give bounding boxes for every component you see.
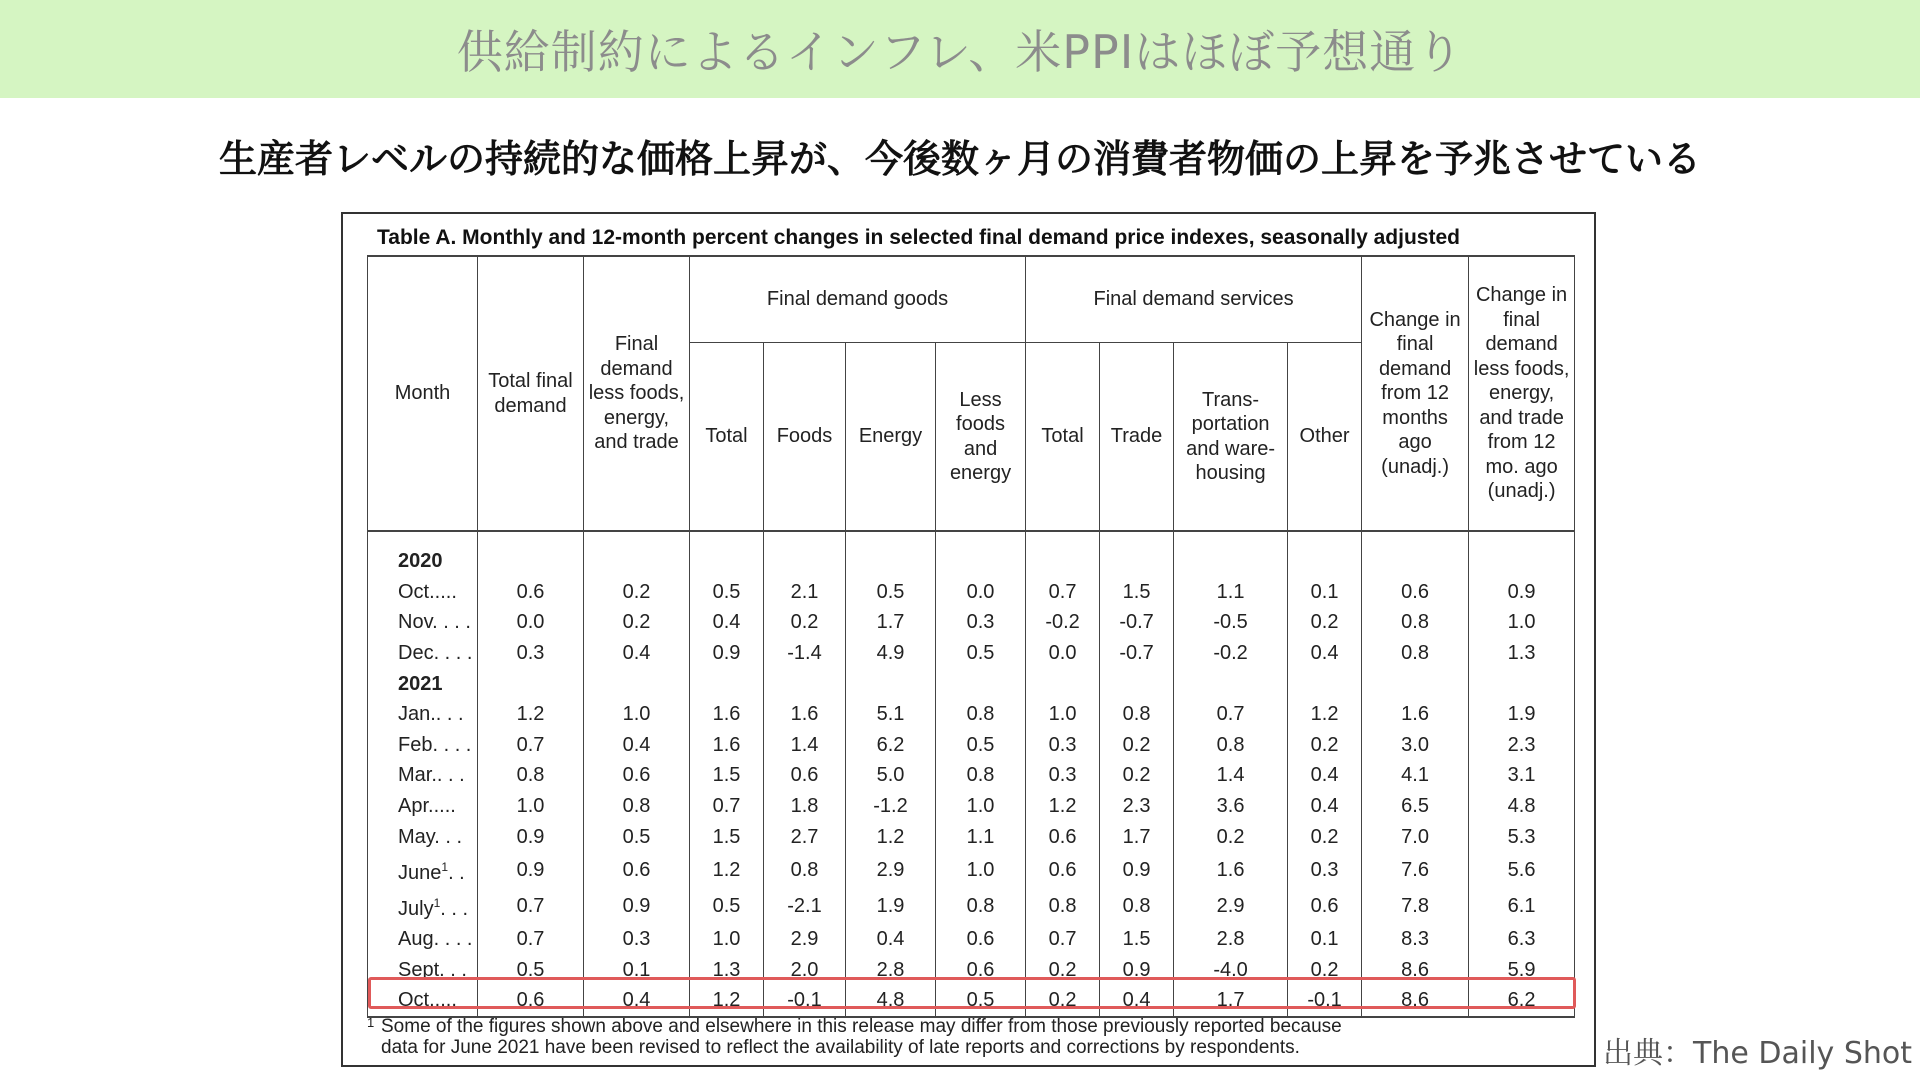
value-cell: -0.1 bbox=[764, 985, 846, 1017]
header-services-other: Other bbox=[1288, 343, 1362, 532]
value-cell: 8.6 bbox=[1362, 955, 1469, 986]
value-cell: 1.4 bbox=[764, 730, 846, 761]
value-cell: 2.9 bbox=[1174, 888, 1288, 924]
value-cell: 1.2 bbox=[690, 852, 764, 888]
header-goods-total: Total bbox=[690, 343, 764, 532]
month-cell bbox=[368, 791, 478, 822]
value-cell: 0.7 bbox=[478, 730, 584, 761]
value-cell: 0.8 bbox=[936, 760, 1026, 791]
value-cell: 1.1 bbox=[936, 821, 1026, 852]
value-cell: -0.7 bbox=[1100, 638, 1174, 669]
value-cell: 0.4 bbox=[1288, 638, 1362, 669]
page-title: 供給制約によるインフレ、米PPIはほぼ予想通り bbox=[456, 25, 1464, 79]
value-cell: 5.9 bbox=[1469, 955, 1575, 986]
value-cell: 1.5 bbox=[690, 821, 764, 852]
value-cell: 0.2 bbox=[1288, 730, 1362, 761]
value-cell: 0.5 bbox=[936, 985, 1026, 1017]
month-suffix: . . bbox=[448, 861, 465, 884]
header-services-group: Final demand services bbox=[1026, 256, 1362, 343]
value-cell: 0.7 bbox=[1026, 577, 1100, 608]
header-month: Month bbox=[368, 256, 478, 531]
value-cell: 1.6 bbox=[690, 699, 764, 730]
value-cell: 0.2 bbox=[1100, 760, 1174, 791]
value-cell: 2.8 bbox=[846, 955, 936, 986]
table-row bbox=[368, 699, 1575, 730]
table-row bbox=[368, 888, 1575, 924]
header-goods-less: Less foods and energy bbox=[936, 343, 1026, 532]
value-cell: 0.8 bbox=[1100, 699, 1174, 730]
value-cell: 0.8 bbox=[936, 699, 1026, 730]
value-cell: 3.1 bbox=[1469, 760, 1575, 791]
value-cell: 0.1 bbox=[584, 955, 690, 986]
month-label: Oct..... bbox=[398, 989, 457, 1012]
value-cell: 1.8 bbox=[764, 791, 846, 822]
table-row-highlighted bbox=[368, 985, 1575, 1017]
value-cell: 8.6 bbox=[1362, 985, 1469, 1017]
value-cell: 2.8 bbox=[1174, 924, 1288, 955]
month-label: Dec. . . . bbox=[398, 642, 473, 665]
value-cell: 0.3 bbox=[1026, 730, 1100, 761]
value-cell: 0.7 bbox=[690, 791, 764, 822]
month-cell bbox=[368, 852, 478, 888]
month-cell bbox=[368, 924, 478, 955]
value-cell: 6.5 bbox=[1362, 791, 1469, 822]
value-cell: 0.7 bbox=[1174, 699, 1288, 730]
month-label: May. . . bbox=[398, 825, 463, 848]
month-cell bbox=[368, 638, 478, 669]
value-cell: 7.8 bbox=[1362, 888, 1469, 924]
header-services-trade: Trade bbox=[1100, 343, 1174, 532]
value-cell: 1.2 bbox=[1026, 791, 1100, 822]
header-goods-foods: Foods bbox=[764, 343, 846, 532]
value-cell: 0.8 bbox=[764, 852, 846, 888]
value-cell: -0.5 bbox=[1174, 607, 1288, 638]
month-cell bbox=[368, 730, 478, 761]
footnote-line-2: data for June 2021 have been revised to reflect the availability of late reports and corrections by respondents. bbox=[381, 1037, 1300, 1058]
table-row bbox=[368, 791, 1575, 822]
table-row bbox=[368, 924, 1575, 955]
value-cell: 0.9 bbox=[690, 638, 764, 669]
value-cell: 0.5 bbox=[584, 821, 690, 852]
month-cell bbox=[368, 888, 478, 924]
value-cell: 0.2 bbox=[1026, 955, 1100, 986]
value-cell: 0.5 bbox=[846, 577, 936, 608]
value-cell: 1.7 bbox=[846, 607, 936, 638]
value-cell: 1.5 bbox=[1100, 924, 1174, 955]
month-label: Feb. . . . bbox=[398, 733, 472, 756]
value-cell: 0.8 bbox=[936, 888, 1026, 924]
value-cell: 0.8 bbox=[478, 760, 584, 791]
value-cell: 0.8 bbox=[584, 791, 690, 822]
table-body bbox=[368, 531, 1575, 1017]
month-label: Aug. . . . bbox=[398, 928, 473, 951]
value-cell: 1.2 bbox=[690, 985, 764, 1017]
year-row bbox=[368, 668, 1575, 699]
month-suffix: . . . bbox=[440, 897, 469, 920]
value-cell: 4.8 bbox=[1469, 791, 1575, 822]
value-cell: -1.2 bbox=[846, 791, 936, 822]
value-cell: 0.0 bbox=[1026, 638, 1100, 669]
value-cell: 5.6 bbox=[1469, 852, 1575, 888]
value-cell: 0.2 bbox=[584, 607, 690, 638]
table-row bbox=[368, 955, 1575, 986]
value-cell: 0.6 bbox=[1026, 852, 1100, 888]
value-cell: 6.3 bbox=[1469, 924, 1575, 955]
value-cell: 0.6 bbox=[584, 852, 690, 888]
year-label: 2020 bbox=[368, 546, 478, 577]
table-caption: Table A. Monthly and 12-month percent changes in selected final demand price indexes, seasonally adjusted bbox=[377, 226, 1460, 249]
month-cell bbox=[368, 760, 478, 791]
value-cell: 0.3 bbox=[936, 607, 1026, 638]
table-row bbox=[368, 760, 1575, 791]
value-cell: 2.3 bbox=[1100, 791, 1174, 822]
value-cell: 1.7 bbox=[1174, 985, 1288, 1017]
source-credit: 出典：The Daily Shot bbox=[1603, 1036, 1912, 1071]
value-cell: 0.6 bbox=[1026, 821, 1100, 852]
month-cell bbox=[368, 955, 478, 986]
value-cell: 0.4 bbox=[1288, 760, 1362, 791]
value-cell: 0.8 bbox=[1362, 638, 1469, 669]
value-cell: 0.8 bbox=[1174, 730, 1288, 761]
value-cell: 5.1 bbox=[846, 699, 936, 730]
value-cell: 1.0 bbox=[936, 852, 1026, 888]
month-cell bbox=[368, 699, 478, 730]
footnote-mark: 1 bbox=[367, 1015, 375, 1030]
value-cell: 2.1 bbox=[764, 577, 846, 608]
value-cell: 2.9 bbox=[764, 924, 846, 955]
value-cell: 1.6 bbox=[690, 730, 764, 761]
month-cell bbox=[368, 577, 478, 608]
value-cell: 0.2 bbox=[1288, 821, 1362, 852]
value-cell: 0.2 bbox=[764, 607, 846, 638]
value-cell: 5.0 bbox=[846, 760, 936, 791]
title-bar bbox=[0, 0, 1920, 98]
month-label: Nov. . . . bbox=[398, 611, 471, 634]
value-cell: 1.2 bbox=[846, 821, 936, 852]
value-cell: 0.5 bbox=[690, 888, 764, 924]
value-cell: -0.7 bbox=[1100, 607, 1174, 638]
month-label: Jan.. . . bbox=[398, 703, 464, 726]
value-cell: 1.2 bbox=[1288, 699, 1362, 730]
value-cell: 2.7 bbox=[764, 821, 846, 852]
header-change-12m: Change in final demand from 12 months ago (unadj.) bbox=[1362, 256, 1469, 531]
value-cell: -0.1 bbox=[1288, 985, 1362, 1017]
value-cell: 2.0 bbox=[764, 955, 846, 986]
value-cell: 1.6 bbox=[1362, 699, 1469, 730]
value-cell: 4.1 bbox=[1362, 760, 1469, 791]
value-cell: -4.0 bbox=[1174, 955, 1288, 986]
value-cell: -0.2 bbox=[1174, 638, 1288, 669]
value-cell: 0.3 bbox=[1288, 852, 1362, 888]
value-cell: 0.9 bbox=[1100, 852, 1174, 888]
value-cell: 0.9 bbox=[1100, 955, 1174, 986]
value-cell: 1.0 bbox=[1469, 607, 1575, 638]
header-change-12m-less: Change in final demand less foods, energy, and trade from 12 mo. ago (unadj.) bbox=[1469, 256, 1575, 531]
month-label: Apr..... bbox=[398, 795, 456, 818]
value-cell: 0.3 bbox=[1026, 760, 1100, 791]
value-cell: 0.6 bbox=[478, 577, 584, 608]
value-cell: 6.2 bbox=[846, 730, 936, 761]
value-cell: 1.0 bbox=[584, 699, 690, 730]
value-cell: 0.4 bbox=[846, 924, 936, 955]
value-cell: 1.0 bbox=[936, 791, 1026, 822]
value-cell: 1.2 bbox=[478, 699, 584, 730]
table-row bbox=[368, 638, 1575, 669]
table-row bbox=[368, 852, 1575, 888]
value-cell: 6.2 bbox=[1469, 985, 1575, 1017]
month-label: June bbox=[398, 861, 442, 884]
value-cell: 1.6 bbox=[1174, 852, 1288, 888]
value-cell: 1.5 bbox=[690, 760, 764, 791]
month-cell bbox=[368, 985, 478, 1017]
month-cell bbox=[368, 607, 478, 638]
value-cell: 0.6 bbox=[764, 760, 846, 791]
value-cell: 8.3 bbox=[1362, 924, 1469, 955]
value-cell: 1.0 bbox=[690, 924, 764, 955]
table-row bbox=[368, 821, 1575, 852]
header-services-transport: Trans-portation and ware-housing bbox=[1174, 343, 1288, 532]
value-cell: 0.0 bbox=[936, 577, 1026, 608]
header-goods-group: Final demand goods bbox=[690, 256, 1026, 343]
value-cell: 0.9 bbox=[584, 888, 690, 924]
value-cell: -2.1 bbox=[764, 888, 846, 924]
value-cell: 0.5 bbox=[936, 730, 1026, 761]
value-cell: 0.9 bbox=[478, 852, 584, 888]
year-label: 2021 bbox=[368, 668, 478, 699]
footnote-reference: 1 bbox=[433, 895, 441, 910]
value-cell: 0.7 bbox=[478, 888, 584, 924]
value-cell: 1.4 bbox=[1174, 760, 1288, 791]
header-total-final-demand: Total final demand bbox=[478, 256, 584, 531]
footnote-line-1: Some of the figures shown above and elsewhere in this release may differ from those previously reported because bbox=[381, 1016, 1342, 1037]
value-cell: 0.7 bbox=[478, 924, 584, 955]
value-cell: 1.6 bbox=[764, 699, 846, 730]
value-cell: 0.4 bbox=[690, 607, 764, 638]
value-cell: 1.7 bbox=[1100, 821, 1174, 852]
value-cell: 1.9 bbox=[846, 888, 936, 924]
value-cell: 2.9 bbox=[846, 852, 936, 888]
value-cell: 1.0 bbox=[1026, 699, 1100, 730]
value-cell: -0.2 bbox=[1026, 607, 1100, 638]
value-cell: 0.6 bbox=[1362, 577, 1469, 608]
value-cell: 1.1 bbox=[1174, 577, 1288, 608]
value-cell: 0.2 bbox=[1174, 821, 1288, 852]
month-label: July bbox=[398, 897, 434, 920]
value-cell: 0.3 bbox=[478, 638, 584, 669]
value-cell: 0.0 bbox=[478, 607, 584, 638]
value-cell: 0.2 bbox=[1288, 955, 1362, 986]
ppi-table bbox=[367, 255, 1575, 1018]
value-cell: 2.3 bbox=[1469, 730, 1575, 761]
value-cell: 3.6 bbox=[1174, 791, 1288, 822]
table-row bbox=[368, 577, 1575, 608]
month-label: Mar.. . . bbox=[398, 764, 465, 787]
value-cell: 0.4 bbox=[584, 985, 690, 1017]
value-cell: 7.6 bbox=[1362, 852, 1469, 888]
value-cell: 0.8 bbox=[1362, 607, 1469, 638]
value-cell: 1.3 bbox=[690, 955, 764, 986]
table-row bbox=[368, 730, 1575, 761]
table-row bbox=[368, 607, 1575, 638]
month-cell bbox=[368, 821, 478, 852]
header-services-total: Total bbox=[1026, 343, 1100, 532]
value-cell: 0.2 bbox=[1026, 985, 1100, 1017]
value-cell: 0.4 bbox=[1100, 985, 1174, 1017]
value-cell: 0.8 bbox=[1100, 888, 1174, 924]
year-row bbox=[368, 546, 1575, 577]
value-cell: 0.6 bbox=[584, 760, 690, 791]
value-cell: 5.3 bbox=[1469, 821, 1575, 852]
value-cell: 0.1 bbox=[1288, 924, 1362, 955]
value-cell: 7.0 bbox=[1362, 821, 1469, 852]
page-subtitle: 生産者レベルの持続的な価格上昇が、今後数ヶ月の消費者物価の上昇を予兆させている bbox=[218, 137, 1701, 181]
value-cell: 0.8 bbox=[1026, 888, 1100, 924]
value-cell: 0.3 bbox=[584, 924, 690, 955]
value-cell: 0.2 bbox=[584, 577, 690, 608]
value-cell: 0.5 bbox=[936, 638, 1026, 669]
table-footnote bbox=[367, 1016, 1567, 1058]
value-cell: 0.2 bbox=[1100, 730, 1174, 761]
header-goods-energy: Energy bbox=[846, 343, 936, 532]
value-cell: 0.4 bbox=[584, 638, 690, 669]
ppi-table-image bbox=[341, 212, 1596, 1067]
value-cell: 0.5 bbox=[690, 577, 764, 608]
value-cell: 0.9 bbox=[478, 821, 584, 852]
value-cell: 0.5 bbox=[478, 955, 584, 986]
value-cell: 0.1 bbox=[1288, 577, 1362, 608]
value-cell: 0.6 bbox=[478, 985, 584, 1017]
value-cell: 0.7 bbox=[1026, 924, 1100, 955]
value-cell: 0.6 bbox=[936, 924, 1026, 955]
month-label: Sept. . . bbox=[398, 958, 467, 981]
value-cell: 0.6 bbox=[1288, 888, 1362, 924]
value-cell: 1.3 bbox=[1469, 638, 1575, 669]
value-cell: 1.5 bbox=[1100, 577, 1174, 608]
footnote-reference: 1 bbox=[441, 859, 449, 874]
value-cell: 1.9 bbox=[1469, 699, 1575, 730]
value-cell: 0.6 bbox=[936, 955, 1026, 986]
value-cell: 1.0 bbox=[478, 791, 584, 822]
value-cell: 3.0 bbox=[1362, 730, 1469, 761]
value-cell: 0.2 bbox=[1288, 607, 1362, 638]
value-cell: 6.1 bbox=[1469, 888, 1575, 924]
month-label: Oct..... bbox=[398, 580, 457, 603]
value-cell: 0.9 bbox=[1469, 577, 1575, 608]
value-cell: 4.8 bbox=[846, 985, 936, 1017]
value-cell: 4.9 bbox=[846, 638, 936, 669]
value-cell: -1.4 bbox=[764, 638, 846, 669]
value-cell: 0.4 bbox=[584, 730, 690, 761]
header-less-foods-energy-trade: Final demand less foods, energy, and trade bbox=[584, 256, 690, 531]
value-cell: 0.4 bbox=[1288, 791, 1362, 822]
